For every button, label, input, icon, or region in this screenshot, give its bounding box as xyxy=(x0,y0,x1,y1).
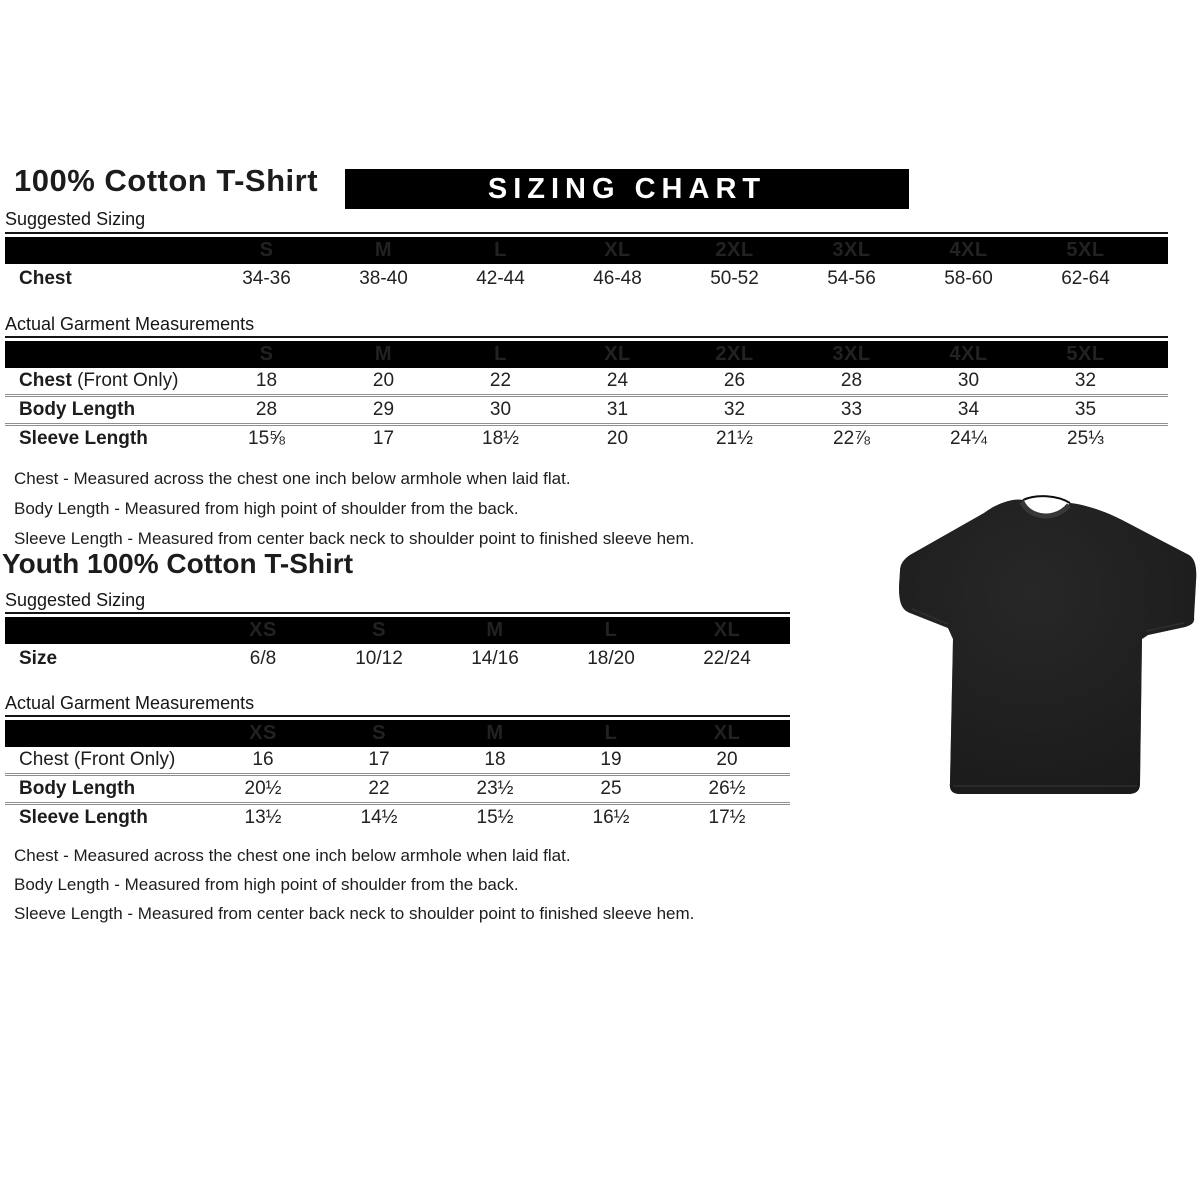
size-value: 20 xyxy=(716,749,738,770)
header-cell: XS xyxy=(249,722,277,744)
table-header-row xyxy=(5,720,790,747)
size-value: 58-60 xyxy=(944,268,993,289)
header-cell: 5XL xyxy=(1066,239,1105,261)
size-value: 20 xyxy=(606,428,629,449)
table-row-chest xyxy=(5,747,790,773)
row-label-main: Chest xyxy=(19,749,69,770)
tshirt-shading xyxy=(899,500,1196,794)
table-header-row xyxy=(5,341,1168,368)
adult-suggested-sizing-table xyxy=(5,232,1168,294)
size-value: 25⅓ xyxy=(1067,428,1104,449)
page-title: 100% Cotton T-Shirt xyxy=(14,163,319,198)
tshirt-collar-top xyxy=(1023,496,1070,503)
header-cell: 2XL xyxy=(715,343,754,365)
table-row-sleeve-length xyxy=(5,802,790,831)
size-value: 17 xyxy=(368,749,390,770)
adult-actual-measurements-label: Actual Garment Measurements xyxy=(5,314,255,334)
header-cell: XS xyxy=(249,619,277,641)
row-label: Body Length xyxy=(19,399,136,420)
table-top-rule xyxy=(5,336,1168,338)
row-label: Sleeve Length xyxy=(19,807,148,828)
table-row-body-length xyxy=(5,773,790,802)
row-label xyxy=(5,749,205,771)
row-label-suffix: (Front Only) xyxy=(77,370,179,391)
size-value: 30 xyxy=(489,399,512,420)
header-cell: 5XL xyxy=(1066,343,1105,365)
youth-suggested-sizing-table xyxy=(5,612,790,674)
size-value: 22 xyxy=(489,370,512,391)
size-value: 25 xyxy=(600,778,622,799)
size-value: 21½ xyxy=(716,428,753,449)
size-value: 17½ xyxy=(708,807,746,828)
table-top-rule xyxy=(5,232,1168,234)
adult-suggested-sizing-label: Suggested Sizing xyxy=(5,209,146,229)
table-row-sleeve-length xyxy=(5,423,1168,452)
youth-measurement-notes xyxy=(14,841,694,928)
size-value: 22⅞ xyxy=(833,428,870,449)
row-label: Body Length xyxy=(19,778,136,799)
size-value: 14/16 xyxy=(471,648,519,669)
sizing-chart-banner: SIZING CHART xyxy=(345,169,909,209)
size-value: 34 xyxy=(957,399,980,420)
table-row-chest xyxy=(5,368,1168,394)
table-header-row xyxy=(5,237,1168,264)
size-value: 16 xyxy=(252,749,274,770)
size-value: 18 xyxy=(484,749,506,770)
size-value: 28 xyxy=(255,399,278,420)
size-value: 22/24 xyxy=(703,648,751,669)
size-value: 38-40 xyxy=(359,268,408,289)
size-value: 6/8 xyxy=(249,648,277,669)
youth-actual-measurements-table xyxy=(5,715,790,831)
header-cell: XL xyxy=(604,239,631,261)
note-line-chest: Chest - Measured across the chest one inch below armhole when laid flat. xyxy=(14,846,571,865)
header-cell: S xyxy=(259,343,274,365)
header-cell: S xyxy=(372,619,386,641)
row-label: Size xyxy=(19,648,58,669)
header-cell: S xyxy=(372,722,386,744)
size-value: 10/12 xyxy=(355,648,403,669)
header-cell: L xyxy=(494,239,507,261)
size-value: 22 xyxy=(368,778,390,799)
table-row-size xyxy=(5,644,790,674)
row-label: Sleeve Length xyxy=(19,428,148,449)
size-value: 26½ xyxy=(708,778,746,799)
size-value: 26 xyxy=(723,370,746,391)
header-cell: XL xyxy=(604,343,631,365)
size-value: 18 xyxy=(255,370,278,391)
header-cell: XL xyxy=(713,722,741,744)
table-top-rule xyxy=(5,612,790,614)
youth-suggested-sizing-label: Suggested Sizing xyxy=(5,590,146,610)
size-value: 32 xyxy=(1074,370,1097,391)
row-label-main: Chest xyxy=(19,370,72,391)
row-label xyxy=(5,370,208,392)
header-cell: 3XL xyxy=(832,239,871,261)
header-cell: L xyxy=(494,343,507,365)
table-top-rule xyxy=(5,715,790,717)
header-cell: 3XL xyxy=(832,343,871,365)
tshirt-graphic xyxy=(896,487,1198,807)
header-cell: 4XL xyxy=(949,239,988,261)
size-value: 54-56 xyxy=(827,268,876,289)
size-value: 31 xyxy=(606,399,629,420)
size-value: 30 xyxy=(957,370,980,391)
size-value: 50-52 xyxy=(710,268,759,289)
header-cell: S xyxy=(259,239,274,261)
size-value: 14½ xyxy=(360,807,398,828)
youth-title: Youth 100% Cotton T-Shirt xyxy=(2,548,354,579)
table-row-body-length xyxy=(5,394,1168,423)
size-value: 18/20 xyxy=(587,648,635,669)
size-value: 15⅝ xyxy=(248,428,285,449)
size-value: 42-44 xyxy=(476,268,525,289)
size-value: 16½ xyxy=(592,807,630,828)
size-value: 18½ xyxy=(482,428,519,449)
size-value: 20 xyxy=(372,370,395,391)
adult-measurement-notes xyxy=(14,464,694,554)
header-cell: 2XL xyxy=(715,239,754,261)
note-line-sleeve-length: Sleeve Length - Measured from center back neck to shoulder point to finished sleeve hem. xyxy=(14,904,695,923)
size-value: 33 xyxy=(840,399,863,420)
header-cell: XL xyxy=(713,619,741,641)
header-cell: 4XL xyxy=(949,343,988,365)
header-cell: L xyxy=(604,619,618,641)
adult-actual-measurements-table xyxy=(5,336,1168,452)
table-header-row xyxy=(5,617,790,644)
header-cell: L xyxy=(604,722,618,744)
row-label-suffix: (Front Only) xyxy=(73,749,176,770)
header-cell: M xyxy=(486,619,504,641)
size-value: 24¼ xyxy=(950,428,987,449)
size-value: 32 xyxy=(723,399,746,420)
size-value: 28 xyxy=(840,370,863,391)
size-value: 17 xyxy=(372,428,395,449)
row-label: Chest xyxy=(19,268,72,289)
note-line-sleeve-length: Sleeve Length - Measured from center back neck to shoulder point to finished sleeve hem. xyxy=(14,529,695,548)
table-row-chest xyxy=(5,264,1168,294)
size-value: 24 xyxy=(606,370,629,391)
size-value: 35 xyxy=(1074,399,1097,420)
note-line-chest: Chest - Measured across the chest one inch below armhole when laid flat. xyxy=(14,469,571,488)
size-value: 23½ xyxy=(476,778,514,799)
size-value: 19 xyxy=(600,749,622,770)
size-value: 29 xyxy=(372,399,395,420)
header-cell: M xyxy=(486,722,504,744)
header-cell: M xyxy=(374,343,393,365)
note-line-body-length: Body Length - Measured from high point of shoulder from the back. xyxy=(14,875,519,894)
youth-actual-measurements-label: Actual Garment Measurements xyxy=(5,693,255,713)
note-line-body-length: Body Length - Measured from high point of shoulder from the back. xyxy=(14,499,519,518)
size-value: 15½ xyxy=(476,807,514,828)
size-value: 62-64 xyxy=(1061,268,1110,289)
size-value: 46-48 xyxy=(593,268,642,289)
size-value: 34-36 xyxy=(242,268,291,289)
size-value: 13½ xyxy=(244,807,282,828)
header-cell: M xyxy=(374,239,393,261)
size-value: 20½ xyxy=(244,778,282,799)
tshirt-photo xyxy=(896,487,1198,807)
